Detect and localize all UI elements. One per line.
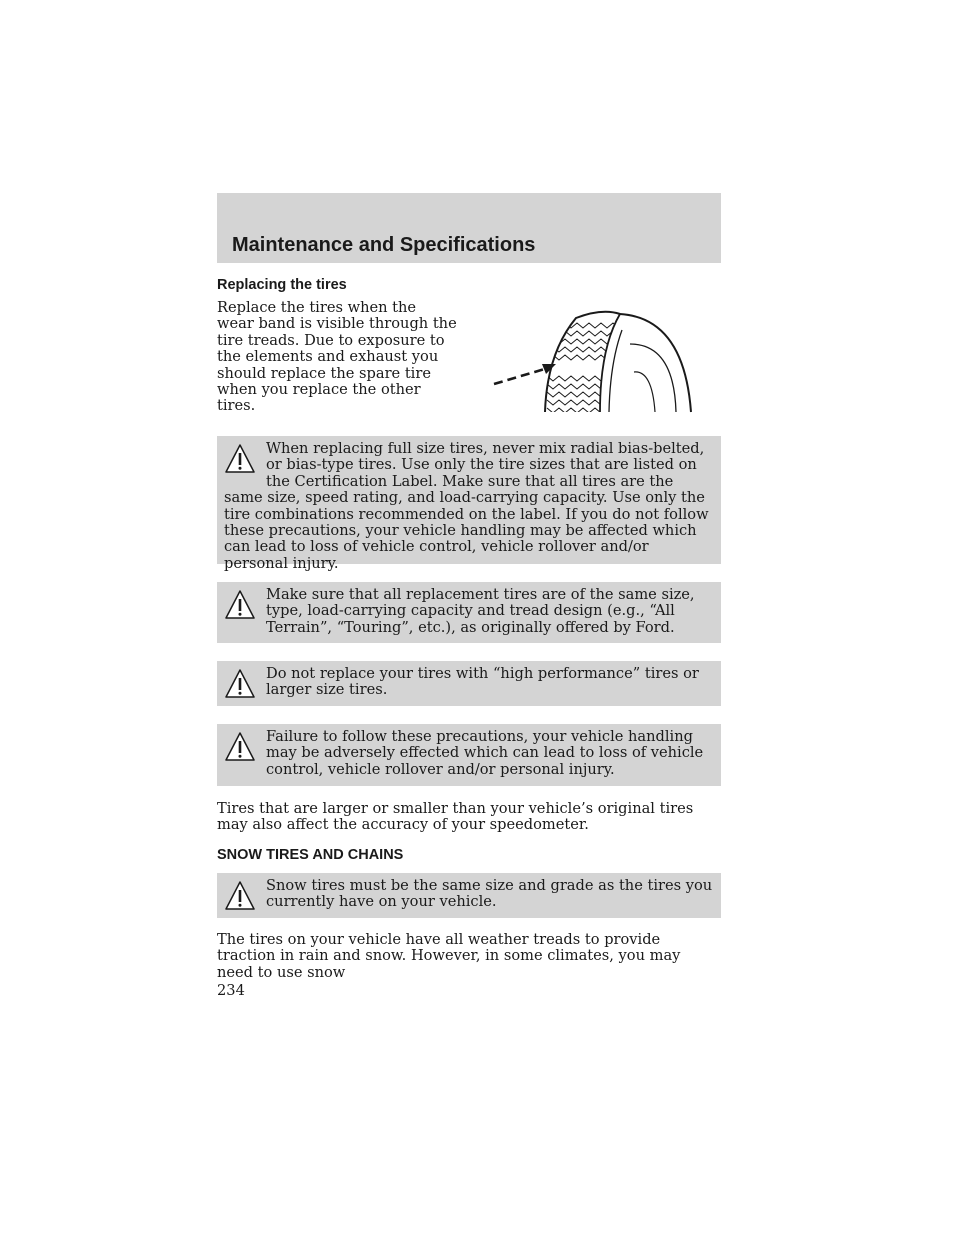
speedometer-note: Tires that are larger or smaller than your vehicle’s original tires may also affect the accuracy of your speedometer. [217, 800, 694, 834]
section-header-band [217, 193, 721, 263]
warning-triangle-icon [224, 668, 256, 699]
warning-box-snow-tires [217, 873, 721, 918]
warning-text: When replacing full size tires, never mix radial bias-belted, or bias-type tires. Use only the tire sizes that are listed on the Certification Label. Make sure that all tires are the same size, speed rating, and load-carrying capacity. Use only the tire combinations recommended on the label. If you do not follow these precautions, your vehicle handling may be affected which can lead to loss of vehicle control, vehicle rollover and/or personal injury. [224, 440, 709, 572]
replacing-tires-intro: Replace the tires when the wear band is visible through the tire treads. Due to exposure to the elements and exhaust you should replace the spare tire when you replace the other tires. [217, 299, 457, 415]
warning-text: Make sure that all replacement tires are of the same size, type, load-carrying capacity and tread design (e.g., “All Terrain”, “Touring”, etc.), as originally offered by Ford. [266, 586, 695, 636]
warning-box-high-performance [217, 661, 721, 706]
tire-wear-band-illustration [492, 308, 696, 414]
warning-text: Do not replace your tires with “high performance” tires or larger size tires. [266, 665, 699, 699]
warning-box-precautions [217, 724, 721, 786]
warning-text: Failure to follow these precautions, your vehicle handling may be adversely effected which can lead to loss of vehicle control, vehicle rollover and/or personal injury. [266, 728, 704, 778]
warning-triangle-icon [224, 731, 256, 762]
warning-triangle-icon [224, 443, 256, 474]
wear-band-arrow [494, 364, 556, 384]
snow-tires-heading: SNOW TIRES AND CHAINS [217, 847, 404, 863]
warning-triangle-icon [224, 880, 256, 911]
section-title: Maintenance and Specifications [232, 234, 536, 256]
wear-band [547, 364, 607, 373]
snow-tires-body: The tires on your vehicle have all weather treads to provide traction in rain and snow. However, in some climates, you may need to use snow [217, 931, 681, 981]
warning-box-mixing-tires [217, 436, 721, 572]
warning-triangle-icon [224, 589, 256, 620]
replacing-tires-heading: Replacing the tires [217, 277, 347, 293]
warning-box-replacement-match [217, 582, 721, 643]
warning-text: Snow tires must be the same size and grade as the tires you currently have on your vehicle. [266, 877, 713, 911]
page-number: 234 [217, 982, 245, 999]
